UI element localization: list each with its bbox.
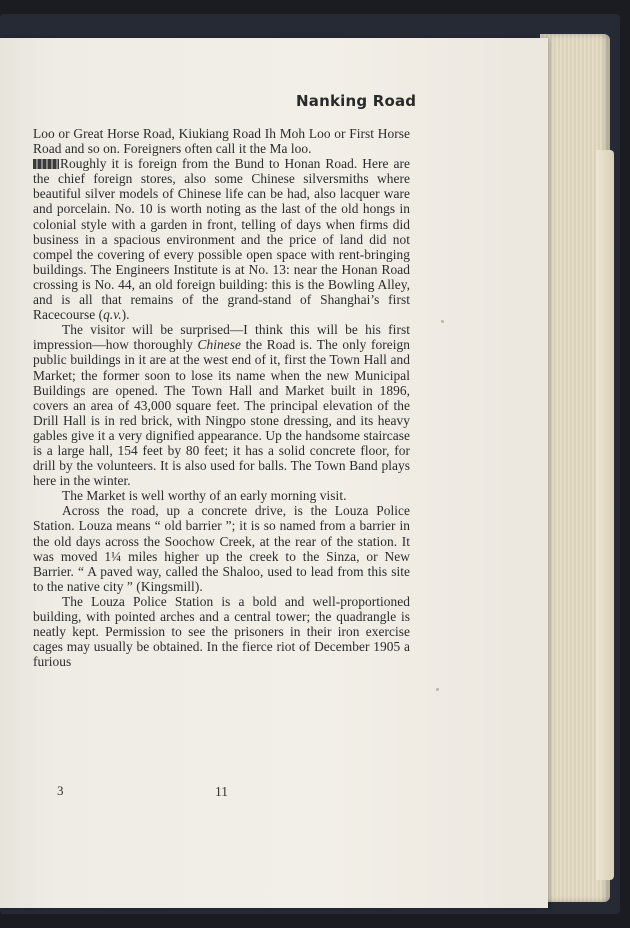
paragraph-2 — [33, 156, 410, 322]
printer-mark-icon — [33, 159, 59, 169]
signature-mark: 3 — [57, 783, 64, 798]
paragraph-3 — [33, 322, 410, 488]
paragraph-6 — [33, 594, 410, 669]
paragraph-text: Loo or Great Horse Road, Kiukiang Road Ih Moh Loo or First Horse Road and so on. Foreigners often call it the Ma loo. — [33, 126, 410, 157]
paragraph-text: The Market is well worthy of an early morning visit. — [62, 488, 347, 504]
paragraph-text: Across the road, up a concrete drive, is the Louza Police Station. Louza means “ old barrier ”; it is so named from a barrier in the old days across the Soochow Creek, at the rear of the station. It was moved 1¼ miles higher up the creek to the Sinza, or New Barrier. “ A paved way, called the Shaloo, used to lead from this site to the native city ” (Kingsmill). — [33, 503, 410, 594]
paragraph-text: The Louza Police Station is a bold and well-proportioned building, with pointed arches and a central tower; the quadrangle is neatly kept. Permission to see the prisoners in their iron exercise cages may usually be obtained. In the fierce riot of December 1905 a furious — [33, 593, 410, 670]
paragraph-5 — [33, 503, 410, 594]
page-number: 11 — [215, 784, 228, 799]
paper-speck — [436, 688, 439, 691]
body-text — [33, 126, 410, 669]
paragraph-1 — [33, 126, 410, 156]
paragraph-text: The visitor will be surprised—I think this will be his first impression—how thoroughly Chinese the Road is. The only foreign public buildings in it are at the west end of it, first the Town Hall and Market; the former soon to lose its name when the new Municipal Buildings are opened. The Town Hall and Market built in 1896, covers an area of 43,000 square feet. The principal elevation of the Drill Hall is in red brick, with Ningpo stone dressing, and its heavy gables give it a very dignified appearance. Up the handsome staircase is a large hall, 154 feet by 80 feet; it has a solid concrete floor, for drill by the volunteers. It is also used for balls. The Town Band plays here in the winter. — [33, 322, 411, 489]
paragraph-text: Roughly it is foreign from the Bund to Honan Road. Here are the chief foreign stores, also some Chinese silversmiths where beautiful silver models of Chinese life can be had, also lacquer ware and porcelain. No. 10 is worth noting as the last of the old hongs in colonial style with a garden in front, telling of days when firms did business in a spacious environment and the price of land did not compel the covering of every possible open space with rent-bringing buildings. The Engineers Institute is at No. 13: near the Honan Road crossing is No. 44, an old foreign building: this is the Bowling Alley, and is all that remains of the grand-stand of Shanghai’s first Racecourse (q.v.). — [33, 156, 410, 323]
page-edge-tab — [596, 150, 614, 880]
paper-speck — [441, 320, 444, 323]
paragraph-4 — [33, 488, 410, 503]
running-head: Nanking Road — [296, 92, 417, 110]
